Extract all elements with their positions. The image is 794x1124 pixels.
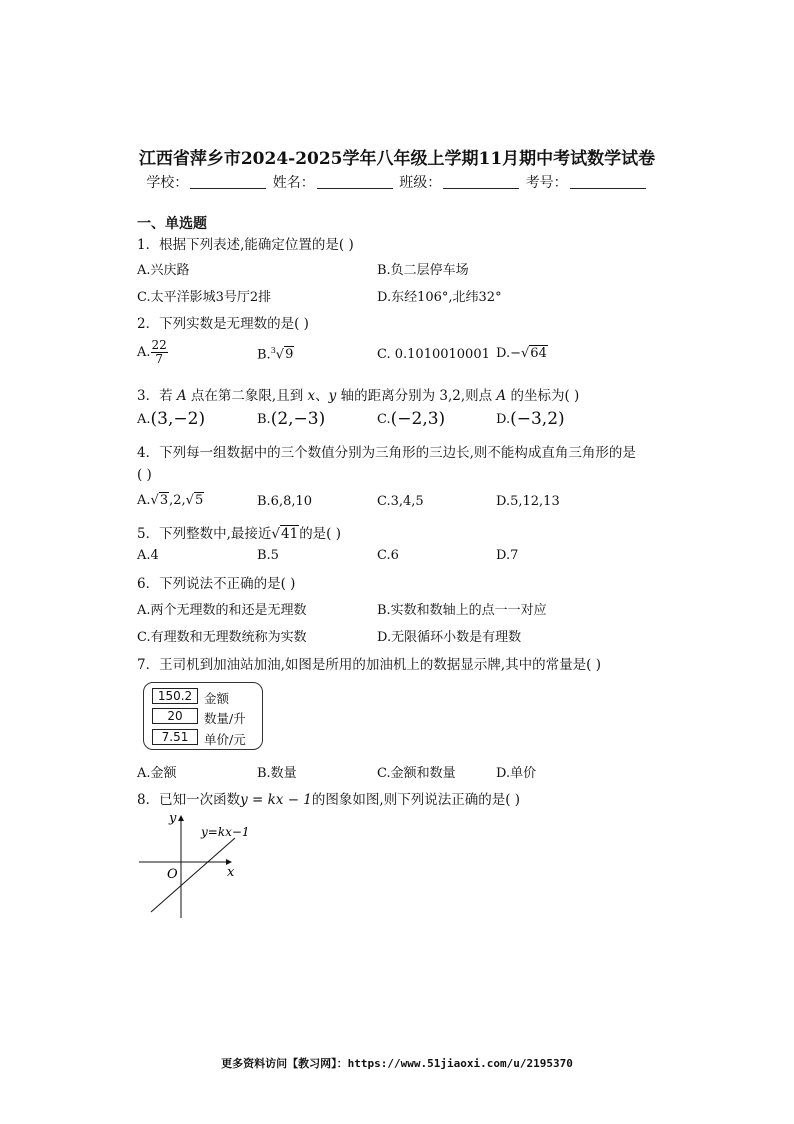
question-2-option-b: [257, 346, 294, 362]
question-4-stem-line-2: ( ): [137, 467, 152, 483]
linear-function-graph: [135, 808, 255, 923]
variable-a: A: [176, 388, 187, 404]
coordinate: (3,−2): [150, 409, 206, 429]
question-7-option-b: B.数量: [257, 766, 297, 781]
stem-text: 的坐标为( ): [506, 388, 580, 404]
question-5-option-d: D.7: [496, 548, 519, 563]
radical-sign-icon: √: [185, 493, 194, 508]
amount-label: 金额: [204, 691, 230, 706]
question-4-option-b: B.6,8,10: [257, 494, 313, 509]
amount-value: 150.2: [152, 688, 198, 704]
option-a-prefix: A.: [137, 345, 151, 360]
stem-text: 5．下列整数中,最接近: [137, 526, 272, 542]
exam-number-blank: [570, 174, 646, 189]
question-2-stem: 2．下列实数是无理数的是( ): [137, 316, 309, 332]
question-1-option-d: D.东经106°,北纬32°: [377, 290, 502, 305]
quantity-label: 数量/升: [204, 711, 246, 726]
name-label: 姓名：: [272, 175, 315, 191]
section-title: 一、单选题: [137, 216, 207, 232]
radicand: 9: [285, 347, 294, 363]
unit-price-label: 单价/元: [204, 732, 246, 747]
question-2-option-a: [137, 339, 168, 366]
stem-text: 3．若: [137, 388, 177, 404]
exam-number-label: 考号：: [525, 175, 568, 191]
function-formula: y = kx − 1: [240, 792, 312, 808]
stem-text: 的图象如图,则下列说法正确的是( ): [311, 792, 521, 808]
option-prefix: C.: [377, 412, 391, 427]
radicand: 5: [194, 493, 204, 508]
question-4-stem-line-1: 4．下列每一组数据中的三个数值分别为三角形的三边长,则不能构成直角三角形的是: [137, 445, 636, 461]
class-label: 班级：: [399, 175, 442, 191]
question-3-option-a: [137, 409, 205, 429]
fraction-denominator: 7: [155, 352, 163, 366]
exam-title: 江西省萍乡市2024-2025学年八年级上学期11月期中考试数学试卷: [138, 149, 656, 169]
option-d-prefix: D.: [496, 346, 511, 361]
school-label: 学校：: [146, 175, 189, 191]
question-5-stem: [137, 522, 341, 542]
question-6-option-d: D.无限循环小数是有理数: [377, 630, 522, 645]
coordinate: (2,−3): [270, 409, 326, 429]
question-2-option-d: [496, 346, 548, 361]
question-6-option-b: B.实数和数轴上的点一一对应: [377, 603, 547, 618]
question-5-option-b: B.5: [257, 548, 279, 563]
question-7-option-c: C.金额和数量: [377, 766, 456, 781]
variable-x: x: [307, 388, 316, 404]
question-6-option-c: C.有理数和无理数统称为实数: [137, 630, 307, 645]
stem-text: 的是( ): [299, 526, 342, 542]
quantity-value: 20: [152, 708, 198, 724]
variable-a: A: [496, 388, 507, 404]
question-3-option-b: [257, 409, 325, 429]
school-blank: [190, 174, 266, 189]
option-prefix: B.: [257, 412, 271, 427]
unit-price-value: 7.51: [152, 729, 198, 745]
fraction-numerator: 22: [151, 338, 167, 352]
stem-text: 8．已知一次函数: [137, 792, 241, 808]
origin-label: O: [167, 867, 178, 882]
question-5-option-c: C.6: [377, 548, 399, 563]
question-7-stem: 7．王司机到加油站加油,如图是所用的加油机上的数据显示牌,其中的常量是( ): [137, 657, 601, 673]
coordinate: (−3,2): [510, 409, 565, 429]
stem-text: 轴的距离分别为 3,2,则点: [336, 388, 497, 404]
question-5-option-a: A.4: [137, 548, 159, 563]
minus-sign: −: [510, 346, 521, 361]
question-4-option-a: [137, 493, 204, 508]
stem-text: 、: [315, 388, 329, 404]
question-6-option-a: A.两个无理数的和还是无理数: [137, 603, 307, 618]
question-1-option-b: B.负二层停车场: [377, 263, 469, 278]
question-2-option-c: C. 0.1010010001: [377, 347, 490, 362]
radical-sign-icon: √: [271, 526, 280, 542]
y-axis-label: y: [169, 811, 177, 826]
question-1-option-c: C.太平洋影城3号厅2排: [137, 290, 272, 305]
option-prefix: D.: [496, 412, 511, 427]
radicand: 41: [281, 526, 299, 542]
option-prefix: A.: [137, 412, 151, 427]
option-b-prefix: B.: [257, 347, 271, 363]
radical-sign-icon: √: [521, 346, 530, 361]
radicand: 3: [159, 493, 169, 508]
footer-link[interactable]: 更多资料访问【教习网】：https://www.51jiaoxi.com/u/2195370: [221, 1057, 573, 1070]
option-prefix: A.: [137, 493, 151, 508]
question-1-stem: 1．根据下列表述,能确定位置的是( ): [137, 237, 354, 253]
cube-root-index: 3: [270, 346, 276, 355]
question-8-stem: [137, 788, 520, 808]
line-equation-label: y=kx−1: [201, 825, 250, 839]
question-1-option-a: A.兴庆路: [137, 263, 190, 278]
stem-text: 点在第二象限,且到: [186, 388, 308, 404]
question-7-option-a: A.金额: [137, 766, 177, 781]
question-4-option-d: D.5,12,13: [496, 494, 560, 509]
name-blank: [317, 174, 393, 189]
question-4-option-c: C.3,4,5: [377, 494, 424, 509]
fraction: [151, 339, 168, 366]
radical-sign-icon: √: [275, 347, 285, 363]
question-3-option-c: [377, 409, 445, 429]
variable-y: y: [328, 388, 337, 404]
option-text: ,2,: [169, 493, 186, 508]
question-7-option-d: D.单价: [496, 766, 537, 781]
x-axis-label: x: [227, 865, 235, 880]
question-3-stem: [137, 384, 579, 404]
radicand: 64: [530, 346, 547, 361]
question-6-stem: 6．下列说法不正确的是( ): [137, 576, 296, 592]
radical-sign-icon: √: [150, 493, 159, 508]
function-line: [151, 838, 235, 912]
student-info-line: [0, 172, 794, 192]
class-blank: [443, 174, 519, 189]
fuel-pump-display: [143, 682, 263, 750]
question-3-option-d: [496, 409, 565, 429]
coordinate: (−2,3): [390, 409, 446, 429]
